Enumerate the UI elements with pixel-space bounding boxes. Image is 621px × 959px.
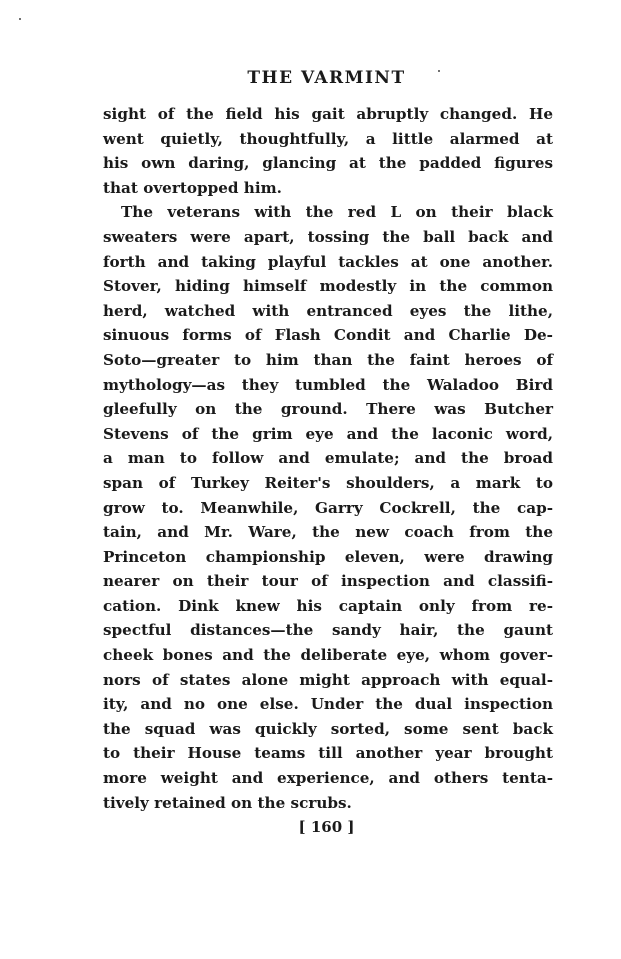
text-line: nors of states alone might approach with equal-: [103, 670, 553, 689]
text-line: Stevens of the grim eye and the laconic word,: [103, 424, 553, 443]
text-line: his own daring, glancing at the padded figures: [103, 154, 553, 173]
page-number: [ 160 ]: [298, 818, 355, 836]
text-line: Soto—greater to him than the faint heroes of: [103, 350, 553, 369]
text-line: tain, and Mr. Ware, the new coach from the: [103, 523, 553, 542]
running-head: THE VARMINT: [247, 68, 406, 88]
text-line: span of Turkey Reiter's shoulders, a mark to: [103, 473, 553, 492]
text-line: forth and taking playful tackles at one another.: [103, 252, 553, 271]
text-line: to their House teams till another year brought: [103, 744, 553, 763]
text-line: cheek bones and the deliberate eye, whom gover-: [103, 646, 553, 665]
text-line: grow to. Meanwhile, Garry Cockrell, the cap-: [103, 498, 553, 517]
text-line: that overtopped him.: [103, 178, 282, 197]
text-line: tively retained on the scrubs.: [103, 793, 352, 812]
text-line: Princeton championship eleven, were drawing: [103, 547, 553, 566]
text-line: mythology—as they tumbled the Waladoo Bird: [103, 375, 553, 394]
text-line: sinuous forms of Flash Condit and Charlie De-: [103, 326, 553, 345]
text-line: more weight and experience, and others tenta-: [103, 769, 553, 788]
print-speck: [19, 18, 21, 20]
text-line: spectful distances—the sandy hair, the gaunt: [103, 621, 553, 640]
text-line: a man to follow and emulate; and the broad: [103, 449, 553, 468]
body-text: [103, 102, 553, 815]
text-line: went quietly, thoughtfully, a little alarmed at: [103, 129, 553, 148]
text-line: herd, watched with entranced eyes the lithe,: [103, 301, 553, 320]
text-line: sweaters were apart, tossing the ball back and: [103, 227, 553, 246]
text-line: nearer on their tour of inspection and classifi-: [103, 572, 553, 591]
text-line: gleefully on the ground. There was Butcher: [103, 400, 553, 419]
text-line: Stover, hiding himself modestly in the common: [103, 277, 553, 296]
text-line: cation. Dink knew his captain only from re-: [103, 596, 553, 615]
text-line: sight of the field his gait abruptly changed. He: [103, 105, 553, 123]
text-line: the squad was quickly sorted, some sent back: [103, 719, 553, 738]
text-line: The veterans with the red L on their black: [121, 203, 553, 222]
text-line: ity, and no one else. Under the dual inspection: [103, 695, 553, 714]
